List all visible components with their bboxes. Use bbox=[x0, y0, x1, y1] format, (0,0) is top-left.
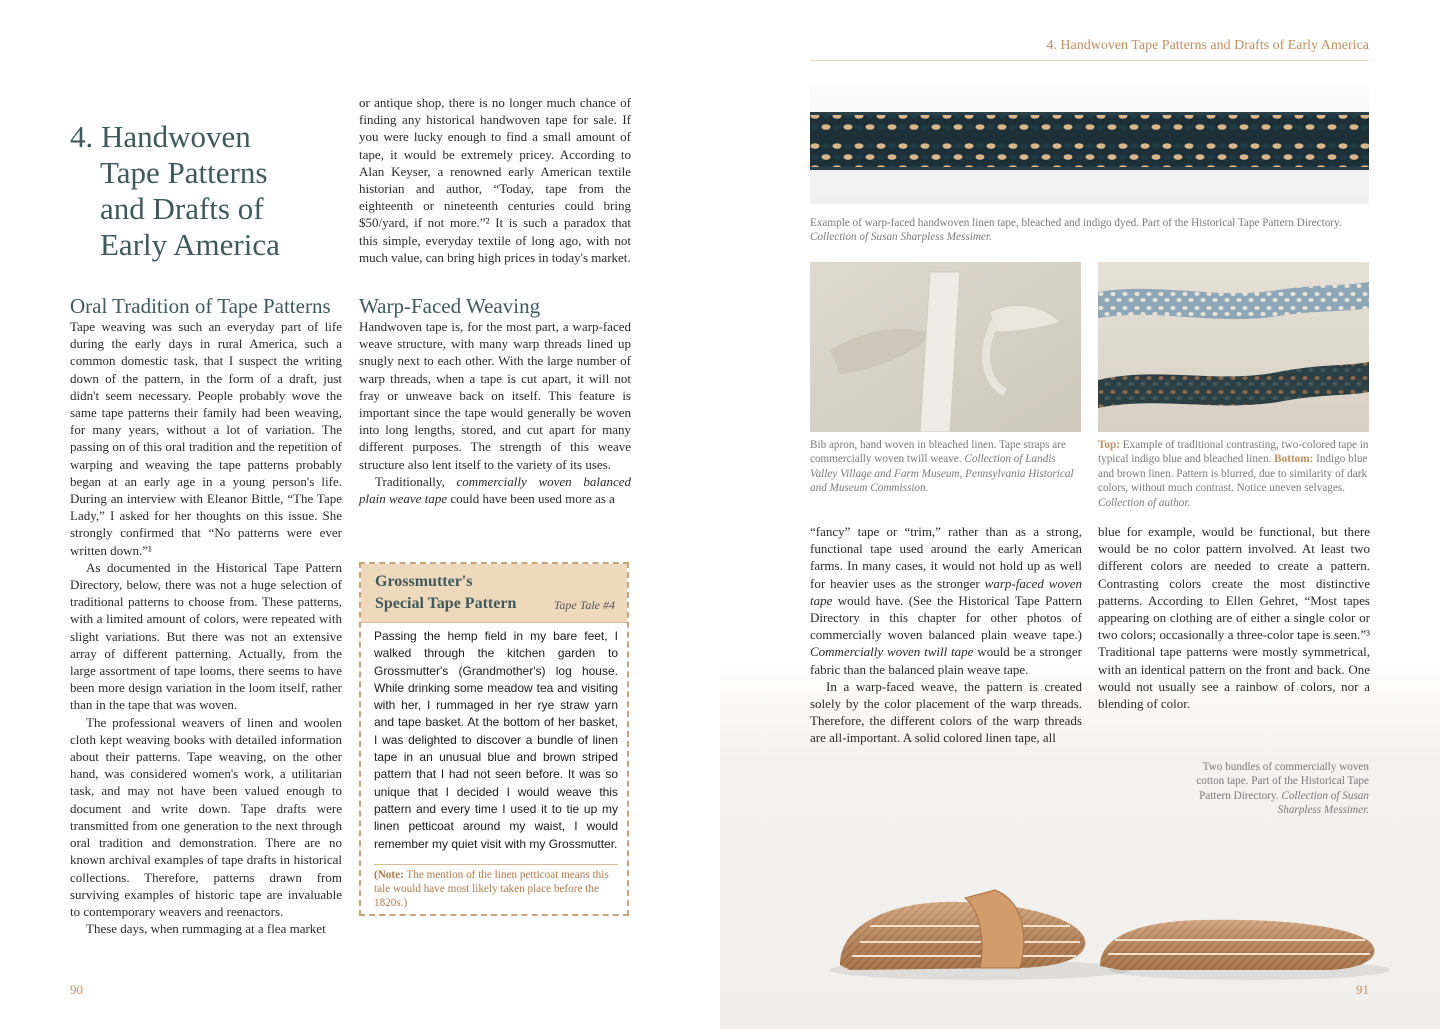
note-label: (Note: bbox=[374, 869, 404, 881]
two-tapes-photo bbox=[1098, 262, 1369, 432]
emphasis: Commercially woven twill tape bbox=[810, 644, 974, 660]
caption-credit: Collection of Landis Valley Village and Farm Museum, Pennsylvania Historical and Museum Commission. bbox=[810, 453, 1074, 495]
caption-credit: Collection of Susan Sharpless Messimer. bbox=[810, 231, 992, 244]
tape-tale-tag: Tape Tale #4 bbox=[553, 598, 615, 612]
sidebar-note bbox=[374, 864, 618, 910]
page-number-right: 91 bbox=[1356, 982, 1369, 997]
woven-tape-photo bbox=[810, 86, 1369, 204]
middle-column bbox=[359, 94, 631, 507]
text-run: would have. (See the Historical Tape Pattern Directory in this chapter for other photos of commercially woven balanced plain weave tape.) bbox=[810, 592, 1082, 643]
emphasis: commercially woven balanced plain weave tape bbox=[359, 473, 631, 507]
chapter-title-line: and Drafts of bbox=[100, 191, 264, 226]
right-page bbox=[720, 0, 1440, 1029]
sidebar-body: Passing the hemp field in my bare feet, I walked through the kitchen garden to Grossmutter's (Grandmother's) log house. While drinking some meadow tea and visiting with her, I rummaged in her rye straw yarn and tape basket. At the bottom of her basket, I was delighted to discover a bundle of linen tape in an unusual blue and brown striped pattern that I had not seen before. It was so unique that I decided I would weave this pattern and every time I used it to tie up my linen petticoat around my waist, I would remember my quiet visit with my Grossmutter. bbox=[374, 629, 618, 851]
text-run: Traditionally, bbox=[375, 473, 457, 489]
caption-two-tapes bbox=[1098, 438, 1370, 510]
caption-credit: Collection of Susan Sharpless Messimer. bbox=[1277, 789, 1369, 817]
right-column-1 bbox=[810, 523, 1082, 747]
sidebar-title-line: Grossmutter's bbox=[375, 573, 473, 590]
caption-credit: Collection of author. bbox=[1098, 496, 1191, 509]
caption-text: Example of traditional contrasting, two-colored tape in typical indigo blue and bleached linen. bbox=[1098, 439, 1369, 466]
paragraph: or antique shop, there is no longer much chance of finding any historical handwoven tape for sale. If you were lucky enough to find a small amount of tape, it would be extremely pricey. According to Alan Keyser, a renowned early American textile historian and author, “Today, tape from the eighteenth or nineteenth centuries could bring $50/yard, if not more.”² It is such a paradox that this simple, everyday textile of long ago, with not much value, can bring high prices in today's market. bbox=[359, 95, 631, 265]
paragraph: These days, when rummaging at a flea market bbox=[86, 921, 326, 937]
paragraph: The professional weavers of linen and woolen cloth kept weaving books with detailed information about their patterns. Tape weaving, on the other hand, was considered women's work, a utilitarian task, and may not have been valued enough to document and write down. Tape drafts were transmitted from one generation to the next through oral tradition and demonstration. There are no known archival examples of tape drafts in historical collections. Therefore, patterns drawn from surviving examples of historic tape are invaluable to contemporary weavers and reenactors. bbox=[70, 714, 342, 919]
chapter-title-line: 4. Handwoven bbox=[70, 119, 251, 154]
tape-bundles-image bbox=[830, 830, 1390, 980]
note-text: The mention of the linen petticoat means this tale would have most likely taken place before the 1820s.) bbox=[374, 869, 609, 909]
chapter-title bbox=[70, 119, 350, 263]
paragraph: blue for example, would be functional, but there would be no color pattern involved. At least two different colors are needed to create a pattern. Contrasting colors create the most distinctive patterns. According to Ellen Gehret, “Most tapes appearing on clothing are of either a single color or two colors; occasionally a three-color tape is seen.”³ Traditional tape patterns were mostly symmetrical, with an identical pattern on the front and back. One would not usually see a rainbow of colors, nor a blending of color. bbox=[1098, 524, 1370, 712]
emphasis: warp-faced woven tape bbox=[810, 575, 1083, 608]
bib-apron-photo bbox=[810, 262, 1081, 432]
caption-text: Example of warp-faced handwoven linen tape, bleached and indigo dyed. Part of the Historical Tape Pattern Directory. bbox=[810, 217, 1342, 229]
section-heading-warp-faced: Warp-Faced Weaving bbox=[359, 294, 541, 319]
two-tapes-image bbox=[1098, 262, 1369, 432]
section-heading-oral-tradition: Oral Tradition of Tape Patterns bbox=[70, 294, 331, 318]
text-run: “fancy” tape or “trim,” rather than as a strong, functional tape used around the early American farms. In many cases, it would not hold up as well for heavier uses as the stronger bbox=[810, 524, 1082, 591]
chapter-title-line: Early America bbox=[100, 227, 280, 262]
caption-bundles bbox=[1179, 760, 1369, 818]
paragraph: In a warp-faced weave, the pattern is created solely by the color placement of the warp threads. Therefore, the different colors of the warp threads are all-important. A solid colored linen tape, all bbox=[810, 678, 1082, 746]
caption-label-bottom: Bottom: bbox=[1274, 453, 1314, 466]
sidebar-header bbox=[361, 564, 627, 623]
caption-woven-tape bbox=[810, 216, 1370, 245]
caption-text: Indigo blue and brown linen. Pattern is blurred, due to similarity of dark colors, without much contrast. Notice uneven selvages. bbox=[1098, 453, 1368, 495]
woven-tape-image bbox=[810, 86, 1369, 204]
sidebar-title-line: Special Tape Pattern bbox=[375, 595, 517, 612]
paragraph: Handwoven tape is, for the most part, a warp-faced weave structure, with many warp threads lined up snugly next to each other. With the large number of warp threads, when a tape is cut apart, it will not fray or unweave back on itself. This feature is important since the tape would generally be woven into long lengths, stored, and cut apart for many different purposes. The strength of this weave structure also lent itself to the variety of its uses. bbox=[359, 319, 631, 472]
tape-bundles-photo bbox=[830, 830, 1390, 980]
running-head-rule bbox=[810, 60, 1369, 61]
chapter-title-line: Tape Patterns bbox=[100, 155, 268, 190]
caption-text: Two bundles of commercially woven cotton tape. Part of the Historical Tape Pattern Directory. bbox=[1196, 761, 1369, 802]
paragraph bbox=[810, 523, 1082, 678]
left-column bbox=[70, 294, 342, 937]
running-head: 4. Handwoven Tape Patterns and Drafts of Early America bbox=[1046, 38, 1369, 53]
caption-text: Bib apron, hand woven in bleached linen. Tape straps are commercially woven twill weave. bbox=[810, 439, 1066, 466]
paragraph: As documented in the Historical Tape Pattern Directory, below, there was not a huge selection of traditional patterns to choose from. These patterns, with a limited amount of colors, were repeated with slight variations. But there was not an extensive array of different patterning. Actually, from the large assortment of tape looms, there seems to have been more design variation in the loom itself, rather than in the tape that was woven. bbox=[70, 559, 342, 713]
paragraph: Tape weaving was such an everyday part of life during the early days in rural America, such a common domestic task, that I suspect the writing down of the pattern, in the form of a draft, just didn't seem necessary. People probably wove the same tape patterns their family had been weaving, for many years, without a lot of variation. The passing on of this oral tradition and the repetition of warping and weaving the tape patterns probably began at an early age in a young person's life. During an interview with Eleanor Bittle, “The Tape Lady,” I asked for her thoughts on this issue. She strongly confirmed that “No patterns were ever written down.”¹ bbox=[70, 319, 342, 558]
caption-bib-apron bbox=[810, 438, 1082, 496]
caption-label-top: Top: bbox=[1098, 439, 1120, 451]
paragraph bbox=[359, 473, 631, 507]
bib-apron-image bbox=[810, 262, 1081, 432]
text-run: could have been used more as a bbox=[447, 491, 615, 507]
page-number-left: 90 bbox=[70, 982, 83, 997]
text-run: would be a stronger fabric than the balanced plain weave tape. bbox=[810, 644, 1083, 677]
right-column-2 bbox=[1098, 523, 1370, 712]
tape-tale-sidebar bbox=[359, 562, 629, 916]
sidebar-title bbox=[375, 571, 516, 615]
